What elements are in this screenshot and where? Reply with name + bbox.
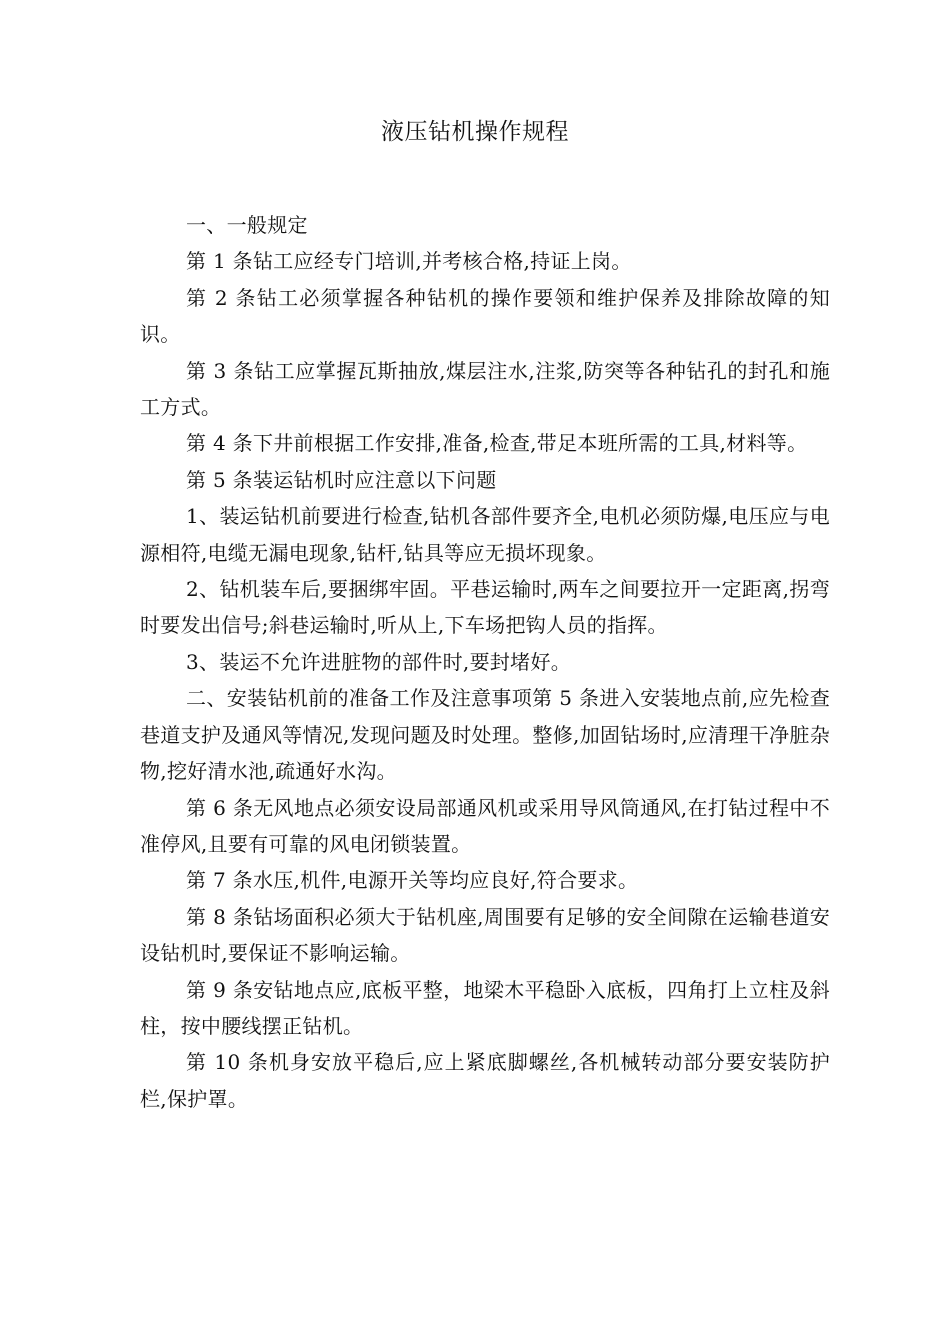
paragraph-article-2: 第 2 条钻工必须掌握各种钻机的操作要领和维护保养及排除故障的知识。	[140, 285, 830, 347]
document-title: 液压钻机操作规程	[381, 119, 569, 145]
document-body	[140, 207, 830, 1117]
section-heading-general: 一、一般规定	[186, 213, 308, 237]
paragraph-article-9: 第 9 条安钻地点应,底板平整，地梁木平稳卧入底板，四角打上立柱及斜柱，按中腰线摆正钻机。	[140, 977, 830, 1038]
paragraph-article-5: 第 5 条装运钻机时应注意以下问题	[186, 467, 497, 492]
paragraph-article-10: 第 10 条机身安放平稳后,应上紧底脚螺丝,各机械转动部分要安装防护栏,保护罩。	[140, 1050, 830, 1111]
paragraph-item-3: 3、装运不允许进脏物的部件时,要封堵好。	[186, 649, 572, 674]
paragraph-item-2: 2、钻机装车后,要捆绑牢固。平巷运输时,两车之间要拉开一定距离,拐弯时要发出信号;斜巷运输时,听从上,下车场把钩人员的指挥。	[140, 577, 830, 638]
paragraph-article-1: 第 1 条钻工应经专门培训,并考核合格,持证上岗。	[186, 249, 632, 274]
paragraph-article-6: 第 6 条无风地点必须安设局部通风机或采用导风筒通风,在打钻过程中不准停风,且要有可靠的风电闭锁装置。	[140, 795, 830, 856]
paragraph-item-1: 1、装运钻机前要进行检查,钻机各部件要齐全,电机必须防爆,电压应与电源相符,电缆无漏电现象,钻杆,钻具等应无损坏现象。	[140, 504, 830, 565]
paragraph-article-3: 第 3 条钻工应掌握瓦斯抽放,煤层注水,注浆,防突等各种钻孔的封孔和施工方式。	[140, 358, 830, 420]
paragraph-article-4: 第 4 条下井前根据工作安排,准备,检查,带足本班所需的工具,材料等。	[186, 431, 808, 456]
section-heading-preparation: 二、安装钻机前的准备工作及注意事项第 5 条进入安装地点前,应先检查巷道支护及通风等情况,发现问题及时处理。整修,加固钻场时,应清理干净脏杂物,挖好清水池,疏通好水沟。	[140, 686, 830, 784]
paragraph-article-7: 第 7 条水压,机件,电源开关等均应良好,符合要求。	[186, 868, 639, 893]
paragraph-article-8: 第 8 条钻场面积必须大于钻机座,周围要有足够的安全间隙在运输巷道安设钻机时,要保证不影响运输。	[140, 904, 830, 966]
